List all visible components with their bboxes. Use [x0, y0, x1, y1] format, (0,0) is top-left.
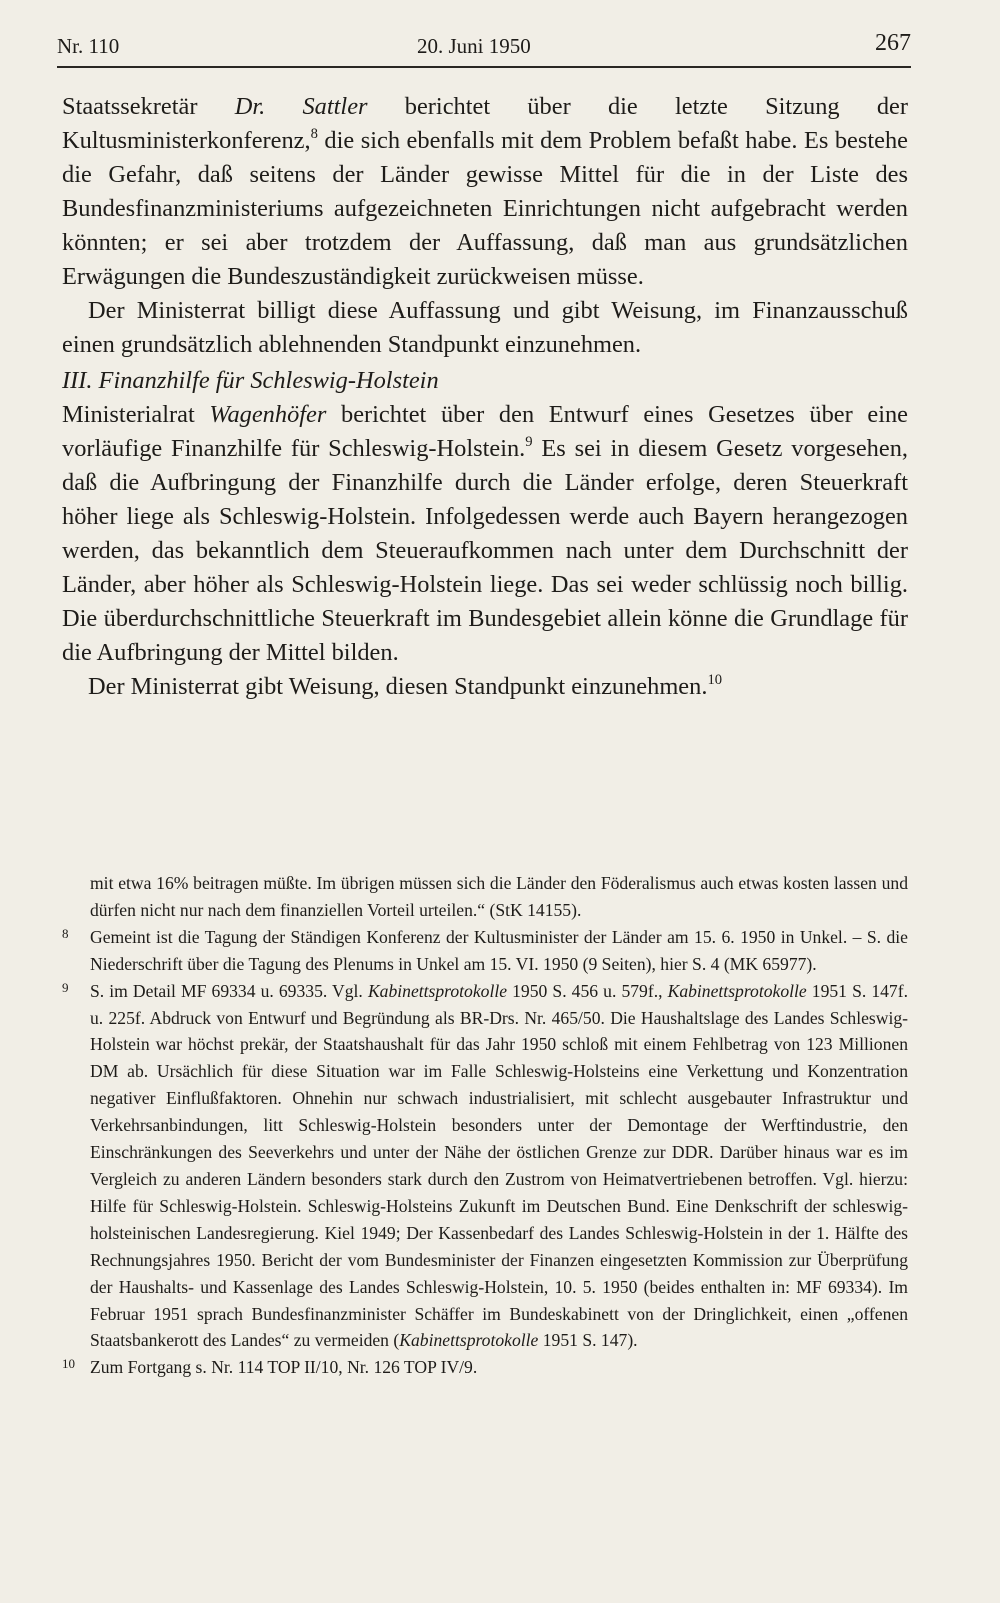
footnote-number: 10 — [62, 1356, 75, 1372]
footnote-9: 9 S. im Detail MF 69334 u. 69335. Vgl. Kabinettsprotokolle 1950 S. 456 u. 579f., Kabinettsprotokolle 1951 S. 147f. u. 225f. Abdruck von Entwurf und Begründung als BR-Drs. Nr. 465/50. Die Haushaltslage des Landes Schleswig-Holstein war höchst prekär, der Staatshaushalt für das Jahr 1950 schloß mit einem Fehlbetrag von 123 Millionen DM ab. Ursächlich für diese Situation war im Falle Schleswig-Holsteins eine Verkettung und Konzentration negativer Einflußfaktoren. Ohnehin nur schwach industrialisiert, mit schlecht ausgebauter Infrastruktur und Verkehrsanbindungen, litt Schleswig-Holstein besonders unter der Demontage der Werftindustrie, den Einschränkungen des Seeverkehrs und unter der Nähe der östlichen Grenze zur DDR. Darüber hinaus war es im Vergleich zu anderen Ländern besonders stark durch den Zustrom von Heimatvertriebenen betroffen. Vgl. hierzu: Hilfe für Schleswig-Holstein. Schleswig-Holsteins Zukunft im Deutschen Bund. Eine Denkschrift der schleswig-holsteinischen Landesregierung. Kiel 1949; Der Kassenbedarf des Landes Schleswig-Holstein in der 1. Hälfte des Rechnungsjahres 1950. Bericht der vom Bundesminister der Finanzen eingesetzten Kommission zur Überprüfung der Haushalts- und Kassenlage des Landes Schleswig-Holstein, 10. 5. 1950 (beides enthalten in: MF 69334). Im Februar 1951 sprach Bundesfinanzminister Schäffer im Bundeskabinett von der Dringlichkeit, einen „offenen Staatsbankerott des Landes“ zu vermeiden (Kabinettsprotokolle 1951 S. 147). — [62, 979, 908, 1351]
document-date: 20. Juni 1950 — [417, 34, 531, 58]
section-heading: III. Finanzhilfe für Schleswig-Holstein — [62, 367, 439, 394]
person-name: Dr. Sattler — [234, 93, 368, 120]
footnote-10: 10 Zum Fortgang s. Nr. 114 TOP II/10, Nr. 126 TOP IV/9. — [62, 1356, 478, 1378]
footnote-number: 9 — [62, 979, 69, 995]
header-rule — [57, 66, 911, 68]
footnote-number: 8 — [62, 925, 69, 941]
footnote-8: 8 Gemeint ist die Tagung der Ständigen Konferenz der Kultusminister der Länder am 15. 6. 1950 in Unkel. – S. die Niederschrift über die Tagung des Plenums in Unkel am 15. VI. 1950 (9 Seiten), hier S. 4 (MK 65977). — [62, 925, 908, 974]
page-number: 267 — [875, 30, 911, 56]
main-text — [62, 90, 908, 704]
footnotes — [62, 870, 908, 1381]
paragraph-ministerrat-decision-1: Der Ministerrat billigt diese Auffassung und gibt Weisung, im Finanzausschuß einen grundsätzlich ablehnenden Standpunkt einzunehmen. — [62, 297, 908, 358]
footnote-continuation: mit etwa 16% beitragen müßte. Im übrigen müssen sich die Länder den Föderalismus auch etwas kosten lassen und dürfen nicht nur nach dem finanziellen Vorteil urteilen.“ (StK 14155). — [90, 873, 908, 920]
paragraph-wagenhoefer-report: Ministerialrat Wagenhöfer berichtet über den Entwurf eines Gesetzes über eine vorläufige Finanzhilfe für Schleswig-Holstein.$^9$ Es sei in diesem Gesetz vorgesehen, daß die Aufbringung der Finanzhilfe durch die Länder erfolge, deren Steuerkraft höher liege als Schleswig-Holstein. Infolgedessen werde auch Bayern herangezogen werden, das bekanntlich dem Steueraufkommen nach unter dem Durchschnitt der Länder, aber höher als Schleswig-Holstein liege. Das sei weder schlüssig noch billig. Die überdurchschnittliche Steuerkraft im Bundesgebiet allein könne die Grundlage für die Aufbringung der Mittel bilden. — [62, 401, 908, 666]
document-number: Nr. 110 — [57, 34, 120, 58]
footnote-ref-8: 8 — [310, 125, 318, 142]
paragraph-ministerrat-decision-2: Der Ministerrat gibt Weisung, diesen Standpunkt einzunehmen.$^{10}$ — [88, 671, 723, 700]
footnote-ref-10: 10 — [707, 671, 723, 688]
person-name: Wagenhöfer — [209, 401, 327, 428]
paragraph-sattler-report: Staatssekretär Dr. Sattler berichtet über die letzte Sitzung der Kultusministerkonferenz,$^8$ die sich ebenfalls mit dem Problem befaßt habe. Es bestehe die Gefahr, daß seitens der Länder gewisse Mittel für die in der Liste des Bundesfinanzministeriums aufgezeichneten Einrichtungen nicht aufgebracht werden könnten; er sei aber trotzdem der Auffassung, daß man aus grundsätzlichen Erwägungen die Bundeszuständigkeit zurückweisen müsse. — [62, 93, 908, 290]
footnote-ref-9: 9 — [525, 433, 533, 450]
running-header — [57, 30, 911, 64]
